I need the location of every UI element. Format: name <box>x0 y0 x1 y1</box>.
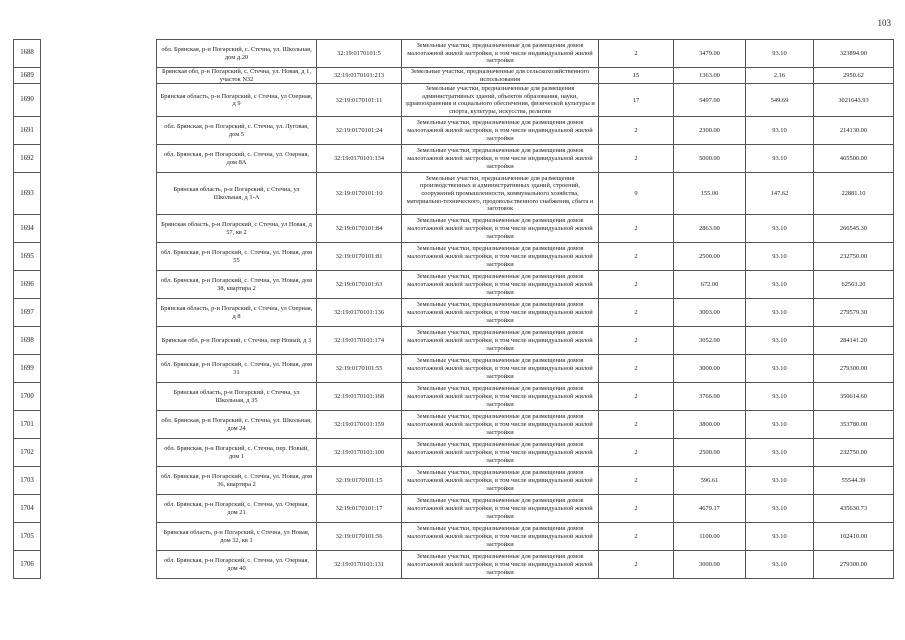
specific-value-cell: 93.10 <box>746 467 814 495</box>
table-row <box>14 68 894 84</box>
table-row <box>14 383 894 411</box>
address-cell: Брянская область, р-н Погарский, с Стечна, ул Озерная, д 8 <box>157 299 317 327</box>
empty-cell <box>41 355 157 383</box>
land-use-cell: Земельные участки, предназначенные для размещения домов малоэтажной жилой застройки, в том числе индивидуальной жилой застройки <box>402 40 599 68</box>
row-number-cell: 1700 <box>14 383 41 411</box>
empty-cell <box>41 68 157 84</box>
cadastral-value-cell: 279300.00 <box>814 355 894 383</box>
table-row <box>14 84 894 117</box>
land-use-cell: Земельные участки, предназначенные для размещения домов малоэтажной жилой застройки, в том числе индивидуальной жилой застройки <box>402 299 599 327</box>
group-cell: 2 <box>599 355 674 383</box>
cadastral-value-cell: 323894.90 <box>814 40 894 68</box>
specific-value-cell: 93.10 <box>746 495 814 523</box>
table-row <box>14 439 894 467</box>
group-cell: 2 <box>599 40 674 68</box>
land-use-cell: Земельные участки, предназначенные для размещения административных зданий, объектов образования, науки, здравоохранения и социального обеспечения, физической культуры и спорта, культуры, искусства, религии <box>402 84 599 117</box>
group-cell: 2 <box>599 411 674 439</box>
empty-cell <box>41 299 157 327</box>
cadastral-value-cell: 232750.00 <box>814 243 894 271</box>
address-cell: Брянская обл, р-н Погарский, с. Стечна, ул. Новая, д 1, участок N32 <box>157 68 317 84</box>
group-cell: 2 <box>599 271 674 299</box>
row-number-cell: 1698 <box>14 327 41 355</box>
row-number-cell: 1693 <box>14 173 41 215</box>
empty-cell <box>41 84 157 117</box>
area-cell: 3479.00 <box>674 40 746 68</box>
empty-cell <box>41 243 157 271</box>
table-row <box>14 411 894 439</box>
area-cell: 155.00 <box>674 173 746 215</box>
cadastral-number-cell: 32:19:0170101:81 <box>317 243 402 271</box>
empty-cell <box>41 215 157 243</box>
area-cell: 596.61 <box>674 467 746 495</box>
specific-value-cell: 93.10 <box>746 327 814 355</box>
cadastral-number-cell: 32:19:0170101:100 <box>317 439 402 467</box>
group-cell: 2 <box>599 495 674 523</box>
empty-cell <box>41 117 157 145</box>
table-row <box>14 117 894 145</box>
table-row <box>14 243 894 271</box>
table-row <box>14 40 894 68</box>
table-row <box>14 467 894 495</box>
empty-cell <box>41 40 157 68</box>
group-cell: 2 <box>599 439 674 467</box>
land-use-cell: Земельные участки, предназначенные для размещения домов малоэтажной жилой застройки, в том числе индивидуальной жилой застройки <box>402 551 599 579</box>
cadastral-value-cell: 350614.60 <box>814 383 894 411</box>
land-use-cell: Земельные участки, предназначенные для размещения домов малоэтажной жилой застройки, в том числе индивидуальной жилой застройки <box>402 383 599 411</box>
land-use-cell: Земельные участки, предназначенные для сельскохозяйственного использования <box>402 68 599 84</box>
group-cell: 2 <box>599 383 674 411</box>
table-row <box>14 495 894 523</box>
specific-value-cell: 93.10 <box>746 411 814 439</box>
land-use-cell: Земельные участки, предназначенные для размещения домов малоэтажной жилой застройки, в том числе индивидуальной жилой застройки <box>402 439 599 467</box>
address-cell: Брянская область, р-н Погарский, с Стечна, ул Новая, д 57, кв 2 <box>157 215 317 243</box>
land-use-cell: Земельные участки, предназначенные для размещения домов малоэтажной жилой застройки, в том числе индивидуальной жилой застройки <box>402 117 599 145</box>
area-cell: 1100.00 <box>674 523 746 551</box>
land-use-cell: Земельные участки, предназначенные для размещения домов малоэтажной жилой застройки, в том числе индивидуальной жилой застройки <box>402 215 599 243</box>
address-cell: обл. Брянская, р-н Погарский, с. Стечна, ул. Школьная, дом 24 <box>157 411 317 439</box>
empty-cell <box>41 173 157 215</box>
cadastral-value-cell: 284141.20 <box>814 327 894 355</box>
specific-value-cell: 93.10 <box>746 117 814 145</box>
area-cell: 2500.00 <box>674 243 746 271</box>
specific-value-cell: 93.10 <box>746 551 814 579</box>
group-cell: 15 <box>599 68 674 84</box>
cadastral-number-cell: 32:19:0170101:56 <box>317 523 402 551</box>
table-row <box>14 215 894 243</box>
row-number-cell: 1703 <box>14 467 41 495</box>
table-body <box>14 40 894 579</box>
specific-value-cell: 2.16 <box>746 68 814 84</box>
row-number-cell: 1695 <box>14 243 41 271</box>
empty-cell <box>41 439 157 467</box>
row-number-cell: 1706 <box>14 551 41 579</box>
area-cell: 2863.00 <box>674 215 746 243</box>
cadastral-number-cell: 32:19:0170101:63 <box>317 271 402 299</box>
address-cell: обл. Брянская, р-н Погарский, с. Стечна, ул. Новая, дом 36, квартира 2 <box>157 467 317 495</box>
empty-cell <box>41 523 157 551</box>
cadastral-number-cell: 32:19:0170101:17 <box>317 495 402 523</box>
row-number-cell: 1704 <box>14 495 41 523</box>
specific-value-cell: 93.10 <box>746 439 814 467</box>
cadastral-number-cell: 32:19:0170101:11 <box>317 84 402 117</box>
specific-value-cell: 93.10 <box>746 299 814 327</box>
group-cell: 2 <box>599 117 674 145</box>
row-number-cell: 1691 <box>14 117 41 145</box>
group-cell: 2 <box>599 243 674 271</box>
cadastral-value-cell: 55544.39 <box>814 467 894 495</box>
specific-value-cell: 93.10 <box>746 215 814 243</box>
empty-cell <box>41 411 157 439</box>
address-cell: обл. Брянская, р-н Погарский, с. Стечна, ул. Луговая, дом 5 <box>157 117 317 145</box>
table-row <box>14 327 894 355</box>
address-cell: обл. Брянская, р-н Погарский, с. Стечна, ул. Новая, дом 38, квартира 2 <box>157 271 317 299</box>
specific-value-cell: 93.10 <box>746 383 814 411</box>
cadastral-value-cell: 266545.30 <box>814 215 894 243</box>
address-cell: обл. Брянская, р-н Погарский, с. Стечна, пер. Новый, дом 1 <box>157 439 317 467</box>
cadastral-number-cell: 32:19:0170101:55 <box>317 355 402 383</box>
specific-value-cell: 549.69 <box>746 84 814 117</box>
table-row <box>14 551 894 579</box>
group-cell: 2 <box>599 327 674 355</box>
address-cell: Брянская область, р-н Погарский, с Стечна, ул Школьная, д 35 <box>157 383 317 411</box>
empty-cell <box>41 495 157 523</box>
table-row <box>14 523 894 551</box>
area-cell: 3766.00 <box>674 383 746 411</box>
cadastral-number-cell: 32:19:0170101:10 <box>317 173 402 215</box>
cadastral-value-cell: 22881.10 <box>814 173 894 215</box>
row-number-cell: 1694 <box>14 215 41 243</box>
address-cell: обл. Брянская, р-н Погарский, с. Стечна, ул. Озерная, дом 21 <box>157 495 317 523</box>
area-cell: 3052.00 <box>674 327 746 355</box>
empty-cell <box>41 327 157 355</box>
land-use-cell: Земельные участки, предназначенные для размещения производственных и административных зданий, строений, сооружений промышленности, коммунального хозяйства, материально-технического, продовольственного снабжения, сбыта и заготовок <box>402 173 599 215</box>
row-number-cell: 1696 <box>14 271 41 299</box>
land-plots-table <box>13 39 894 579</box>
cadastral-number-cell: 32:19:0170101:168 <box>317 383 402 411</box>
empty-cell <box>41 145 157 173</box>
table-row <box>14 271 894 299</box>
land-use-cell: Земельные участки, предназначенные для размещения домов малоэтажной жилой застройки, в том числе индивидуальной жилой застройки <box>402 495 599 523</box>
area-cell: 3003.00 <box>674 299 746 327</box>
address-cell: Брянская область, р-н Погарский, с Стечна, ул Озерная, д 9 <box>157 84 317 117</box>
address-cell: Брянская область, р-н Погарский, с Стечна, ул Школьная, д 1-А <box>157 173 317 215</box>
area-cell: 5000.00 <box>674 145 746 173</box>
group-cell: 17 <box>599 84 674 117</box>
group-cell: 2 <box>599 551 674 579</box>
row-number-cell: 1692 <box>14 145 41 173</box>
cadastral-number-cell: 32:19:0170101:174 <box>317 327 402 355</box>
group-cell: 2 <box>599 523 674 551</box>
cadastral-value-cell: 279579.30 <box>814 299 894 327</box>
cadastral-value-cell: 102410.00 <box>814 523 894 551</box>
cadastral-value-cell: 2950.62 <box>814 68 894 84</box>
empty-cell <box>41 383 157 411</box>
area-cell: 2500.00 <box>674 439 746 467</box>
specific-value-cell: 93.10 <box>746 355 814 383</box>
address-cell: обл. Брянская, р-н Погарский, с. Стечна, ул. Озерная, дом 40 <box>157 551 317 579</box>
cadastral-value-cell: 3021643.93 <box>814 84 894 117</box>
cadastral-number-cell: 32:19:0170101:5 <box>317 40 402 68</box>
cadastral-value-cell: 232750.00 <box>814 439 894 467</box>
group-cell: 9 <box>599 173 674 215</box>
address-cell: обл. Брянская, р-н Погарский, с. Стечна, ул. Озерная, дом 8А <box>157 145 317 173</box>
address-cell: Брянская область, р-н Погарский, с Стечна, ул Новая, дом 32, кв 1 <box>157 523 317 551</box>
land-use-cell: Земельные участки, предназначенные для размещения домов малоэтажной жилой застройки, в том числе индивидуальной жилой застройки <box>402 523 599 551</box>
row-number-cell: 1705 <box>14 523 41 551</box>
table-row <box>14 145 894 173</box>
cadastral-value-cell: 279300.00 <box>814 551 894 579</box>
group-cell: 2 <box>599 215 674 243</box>
address-cell: Брянская обл, р-н Погарский, с Стечна, пер Новый, д 3 <box>157 327 317 355</box>
empty-cell <box>41 467 157 495</box>
land-use-cell: Земельные участки, предназначенные для размещения домов малоэтажной жилой застройки, в том числе индивидуальной жилой застройки <box>402 355 599 383</box>
area-cell: 3000.00 <box>674 355 746 383</box>
empty-cell <box>41 271 157 299</box>
group-cell: 2 <box>599 467 674 495</box>
row-number-cell: 1702 <box>14 439 41 467</box>
row-number-cell: 1690 <box>14 84 41 117</box>
specific-value-cell: 93.10 <box>746 523 814 551</box>
address-cell: обл. Брянская, р-н Погарский, с. Стечна, ул. Новая, дом 55 <box>157 243 317 271</box>
group-cell: 2 <box>599 145 674 173</box>
area-cell: 672.00 <box>674 271 746 299</box>
row-number-cell: 1689 <box>14 68 41 84</box>
cadastral-number-cell: 32:19:0170101:136 <box>317 299 402 327</box>
row-number-cell: 1697 <box>14 299 41 327</box>
row-number-cell: 1688 <box>14 40 41 68</box>
cadastral-value-cell: 214130.00 <box>814 117 894 145</box>
specific-value-cell: 93.10 <box>746 271 814 299</box>
specific-value-cell: 93.10 <box>746 243 814 271</box>
land-use-cell: Земельные участки, предназначенные для размещения домов малоэтажной жилой застройки, в том числе индивидуальной жилой застройки <box>402 411 599 439</box>
cadastral-value-cell: 62563.20 <box>814 271 894 299</box>
area-cell: 4679.17 <box>674 495 746 523</box>
area-cell: 3800.00 <box>674 411 746 439</box>
area-cell: 2300.00 <box>674 117 746 145</box>
specific-value-cell: 93.10 <box>746 40 814 68</box>
cadastral-value-cell: 465500.00 <box>814 145 894 173</box>
cadastral-number-cell: 32:19:0170101:159 <box>317 411 402 439</box>
row-number-cell: 1699 <box>14 355 41 383</box>
table-row <box>14 299 894 327</box>
cadastral-number-cell: 32:19:0170101:131 <box>317 551 402 579</box>
cadastral-value-cell: 435630.73 <box>814 495 894 523</box>
land-use-cell: Земельные участки, предназначенные для размещения домов малоэтажной жилой застройки, в том числе индивидуальной жилой застройки <box>402 467 599 495</box>
land-use-cell: Земельные участки, предназначенные для размещения домов малоэтажной жилой застройки, в том числе индивидуальной жилой застройки <box>402 327 599 355</box>
row-number-cell: 1701 <box>14 411 41 439</box>
cadastral-number-cell: 32:19:0170101:213 <box>317 68 402 84</box>
address-cell: обл. Брянская, р-н Погарский, с. Стечна, ул. Школьная, дом д.20 <box>157 40 317 68</box>
cadastral-number-cell: 32:19:0170101:134 <box>317 145 402 173</box>
empty-cell <box>41 551 157 579</box>
land-use-cell: Земельные участки, предназначенные для размещения домов малоэтажной жилой застройки, в том числе индивидуальной жилой застройки <box>402 243 599 271</box>
cadastral-number-cell: 32:19:0170101:24 <box>317 117 402 145</box>
land-use-cell: Земельные участки, предназначенные для размещения домов малоэтажной жилой застройки, в том числе индивидуальной жилой застройки <box>402 145 599 173</box>
table-row <box>14 173 894 215</box>
area-cell: 3000.00 <box>674 551 746 579</box>
area-cell: 1363.00 <box>674 68 746 84</box>
cadastral-value-cell: 353780.00 <box>814 411 894 439</box>
area-cell: 5497.00 <box>674 84 746 117</box>
cadastral-number-cell: 32:19:0170101:15 <box>317 467 402 495</box>
table-row <box>14 355 894 383</box>
group-cell: 2 <box>599 299 674 327</box>
land-use-cell: Земельные участки, предназначенные для размещения домов малоэтажной жилой застройки, в том числе индивидуальной жилой застройки <box>402 271 599 299</box>
address-cell: обл. Брянская, р-н Погарский, с. Стечна, ул. Новая, дом 31 <box>157 355 317 383</box>
specific-value-cell: 93.10 <box>746 145 814 173</box>
specific-value-cell: 147.62 <box>746 173 814 215</box>
cadastral-number-cell: 32:19:0170101:84 <box>317 215 402 243</box>
page-number: 103 <box>877 18 891 28</box>
